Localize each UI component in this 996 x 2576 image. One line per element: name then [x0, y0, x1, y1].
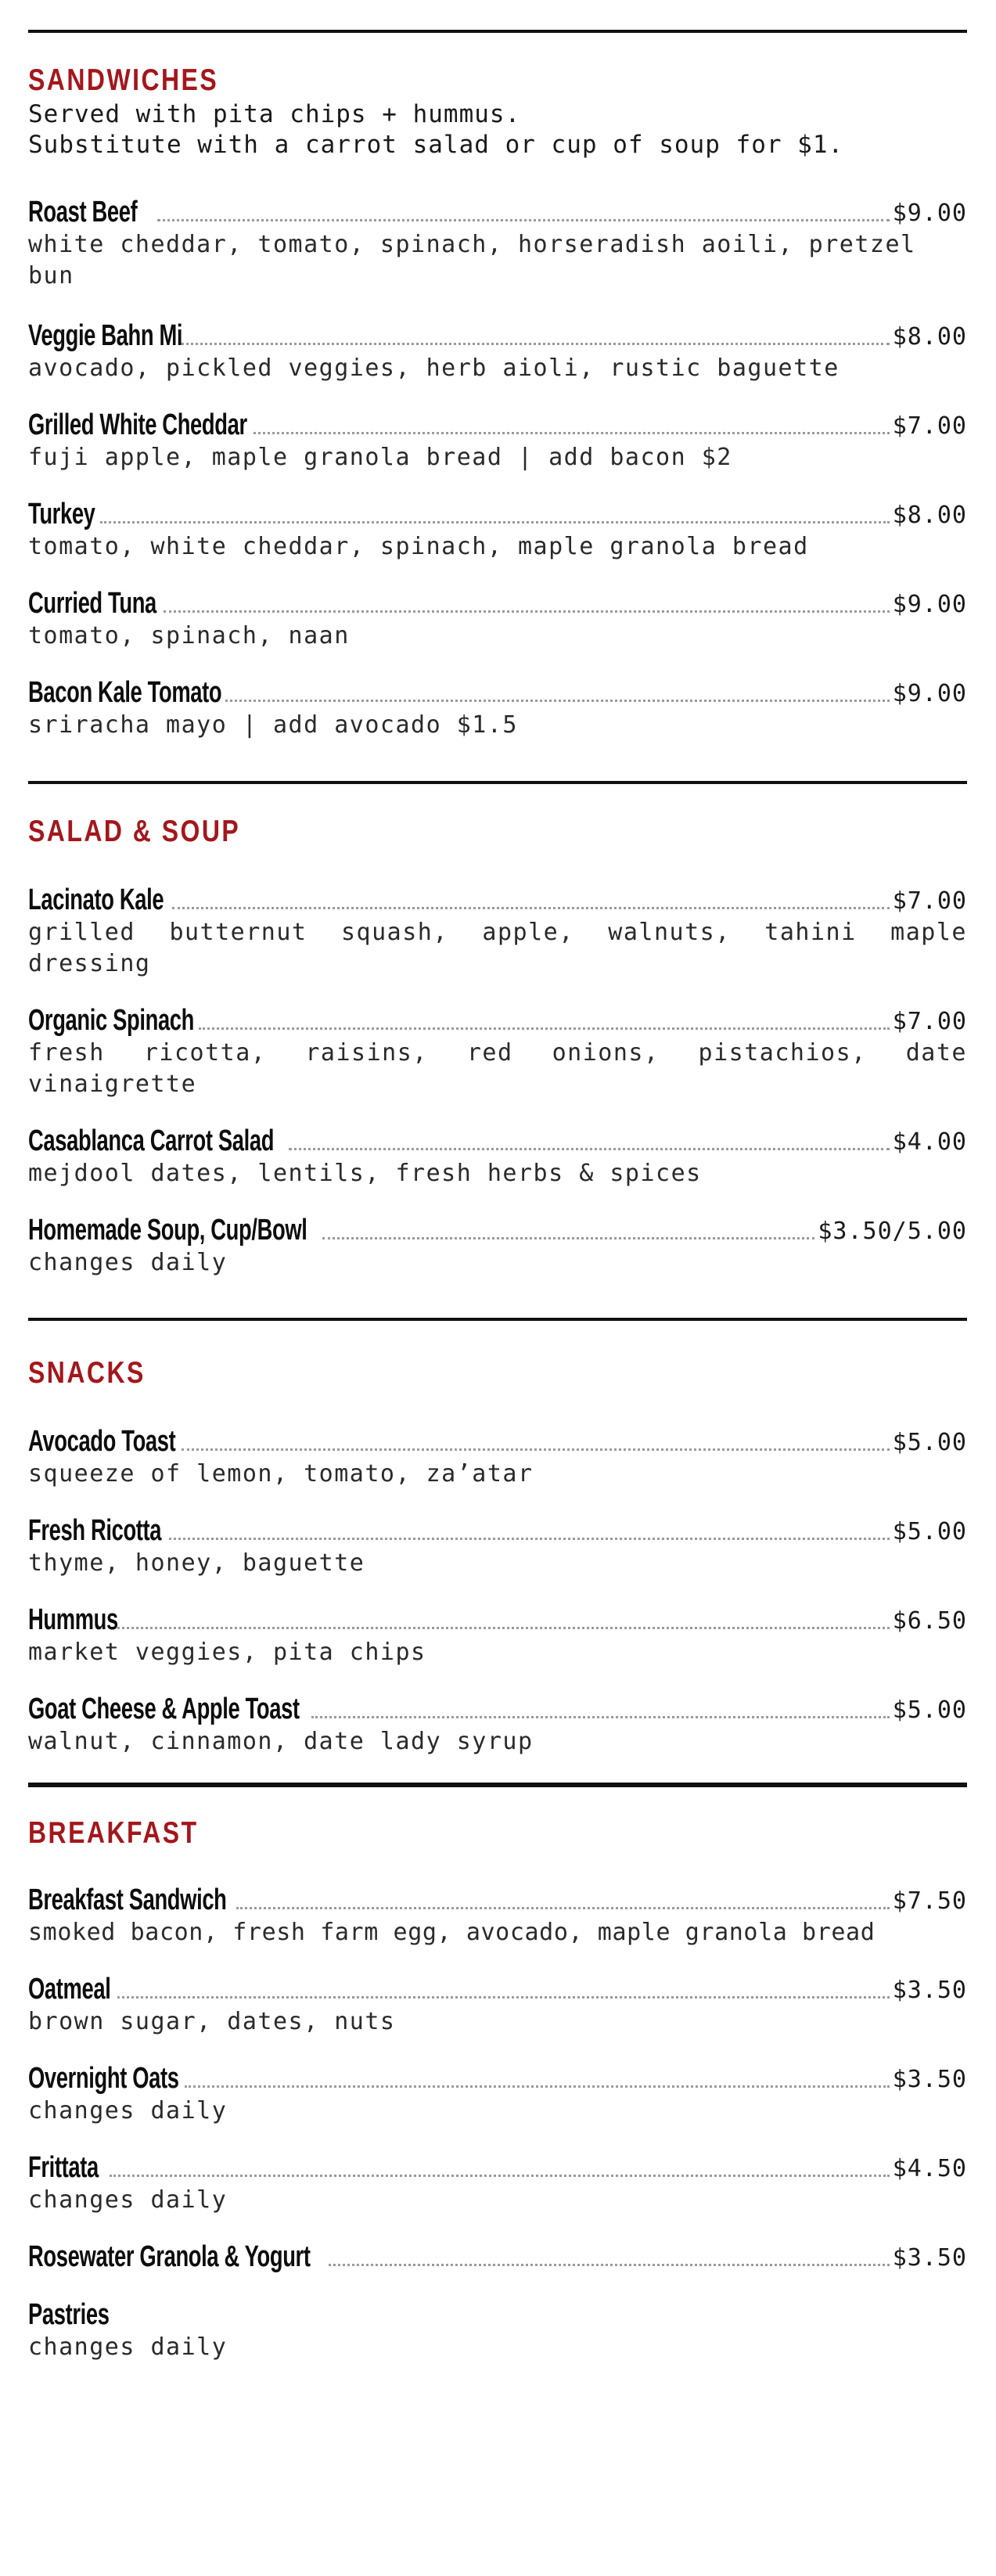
item-name: Lacinato Kale	[28, 883, 164, 916]
item-description: changes daily	[28, 1249, 228, 1276]
item-name: Fresh Ricotta	[28, 1514, 162, 1547]
menu-item	[28, 497, 967, 563]
item-description: fuji apple, maple granola bread | add bacon $2	[28, 444, 732, 471]
menu-item	[28, 2240, 967, 2274]
menu-item	[28, 2150, 967, 2216]
item-price: $7.00	[892, 1008, 967, 1035]
section-intro: Served with pita chips + hummus. Substitute with a carrot salad or cup of soup for $1.	[28, 100, 844, 159]
menu-item	[28, 586, 967, 652]
item-price: $5.00	[892, 1696, 967, 1724]
leader-dots	[110, 2174, 890, 2177]
item-description: mejdool dates, lentils, fresh herbs & spices	[28, 1160, 702, 1187]
item-price: $4.50	[892, 2155, 967, 2182]
item-description: walnut, cinnamon, date lady syrup	[28, 1728, 534, 1755]
item-description: squeeze of lemon, tomato, za’atar	[28, 1460, 534, 1488]
item-price: $9.00	[892, 591, 967, 618]
item-name: Casablanca Carrot Salad	[28, 1124, 275, 1157]
menu-item	[28, 1883, 967, 1948]
section-snacks	[28, 1318, 967, 1783]
leader-dots	[169, 1537, 890, 1540]
item-name: Hummus	[28, 1603, 118, 1636]
item-description: changes daily	[28, 2186, 228, 2214]
item-description: sriracha mayo | add avocado $1.5	[28, 711, 518, 739]
leader-dots	[322, 1236, 814, 1239]
item-name: Avocado Toast	[28, 1425, 176, 1458]
item-description: smoked bacon, fresh farm egg, avocado, maple granola bread	[28, 1919, 876, 1946]
item-price: $9.00	[892, 200, 967, 227]
item-name: Turkey	[28, 498, 95, 531]
section-breakfast	[28, 1783, 967, 2363]
leader-dots	[117, 1995, 890, 1999]
item-description: fresh ricotta, raisins, red onions, pistachios, date vinaigrette	[28, 1039, 967, 1098]
menu-item	[28, 675, 967, 741]
leader-dots	[172, 906, 890, 909]
item-price: $5.00	[892, 1518, 967, 1545]
item-price: $7.00	[892, 887, 967, 915]
leader-dots	[253, 431, 890, 434]
item-description: grilled butternut squash, apple, walnuts, tahini maple dressing	[28, 919, 967, 977]
menu-item	[28, 1213, 967, 1279]
item-name: Organic Spinach	[28, 1004, 195, 1037]
item-description: tomato, spinach, naan	[28, 622, 350, 649]
leader-dots	[236, 1906, 890, 1909]
leader-dots	[329, 2263, 890, 2266]
item-name: Frittata	[28, 2151, 99, 2184]
item-description: avocado, pickled veggies, herb aioli, rustic baguette	[28, 354, 840, 382]
item-description: changes daily	[28, 2097, 228, 2124]
leader-dots	[199, 1027, 890, 1030]
item-description: white cheddar, tomato, spinach, horseradish aoili, pretzel bun	[28, 231, 916, 290]
leader-dots	[185, 2085, 890, 2088]
leader-dots	[311, 1715, 890, 1718]
section-salad-soup	[28, 781, 967, 1318]
item-name: Curried Tuna	[28, 587, 156, 620]
item-description: brown sugar, dates, nuts	[28, 2008, 396, 2035]
leader-dots	[100, 520, 890, 523]
menu-item	[28, 195, 967, 292]
menu	[28, 0, 967, 2363]
item-name: Homemade Soup, Cup/Bowl	[28, 1214, 307, 1247]
item-description: tomato, white cheddar, spinach, maple granola bread	[28, 533, 809, 560]
leader-dots	[289, 1147, 890, 1150]
item-name: Goat Cheese & Apple Toast	[28, 1693, 300, 1725]
item-price: $5.00	[892, 1429, 967, 1456]
leader-dots	[182, 1448, 890, 1451]
item-name: Pastries	[28, 2298, 110, 2331]
item-price: $3.50	[892, 2066, 967, 2093]
item-price: $3.50	[892, 2244, 967, 2272]
menu-item	[28, 1972, 967, 2038]
item-name: Oatmeal	[28, 1973, 111, 2006]
leader-dots	[225, 699, 890, 702]
item-price: $4.00	[892, 1128, 967, 1156]
leader-dots	[157, 218, 890, 221]
item-name: Rosewater Granola & Yogurt	[28, 2240, 311, 2273]
leader-dots	[117, 1626, 890, 1629]
leader-dots	[181, 342, 890, 345]
item-description: thyme, honey, baguette	[28, 1549, 365, 1577]
menu-item	[28, 1692, 967, 1758]
menu-item	[28, 2061, 967, 2127]
section-title: SALAD & SOUP	[28, 815, 241, 848]
menu-item	[28, 408, 967, 473]
item-name: Roast Beef	[28, 196, 138, 228]
item-price: $9.00	[892, 680, 967, 707]
item-name: Overnight Oats	[28, 2062, 179, 2095]
menu-item	[28, 883, 967, 980]
item-description: market veggies, pita chips	[28, 1639, 426, 1666]
item-price: $8.00	[892, 323, 967, 351]
menu-item	[28, 1424, 967, 1490]
item-name: Grilled White Cheddar	[28, 408, 247, 441]
menu-item	[28, 318, 967, 384]
menu-item	[28, 2297, 967, 2363]
item-price: $3.50/5.00	[818, 1218, 967, 1245]
item-price: $8.00	[892, 502, 967, 529]
item-price: $7.00	[892, 412, 967, 440]
menu-item	[28, 1124, 967, 1189]
section-sandwiches	[28, 30, 967, 781]
leader-dots	[164, 610, 890, 613]
item-price: $3.50	[892, 1977, 967, 2004]
item-name: Bacon Kale Tomato	[28, 676, 222, 709]
menu-item	[28, 1003, 967, 1100]
item-description: changes daily	[28, 2333, 228, 2361]
menu-item	[28, 1513, 967, 1579]
item-price: $6.50	[892, 1607, 967, 1635]
section-title: SANDWICHES	[28, 63, 219, 97]
menu-item	[28, 1603, 967, 1668]
item-name: Breakfast Sandwich	[28, 1883, 227, 1916]
section-title: SNACKS	[28, 1356, 146, 1390]
item-name: Veggie Bahn Mi	[28, 319, 183, 352]
item-price: $7.50	[892, 1887, 967, 1915]
section-title: BREAKFAST	[28, 1816, 199, 1850]
